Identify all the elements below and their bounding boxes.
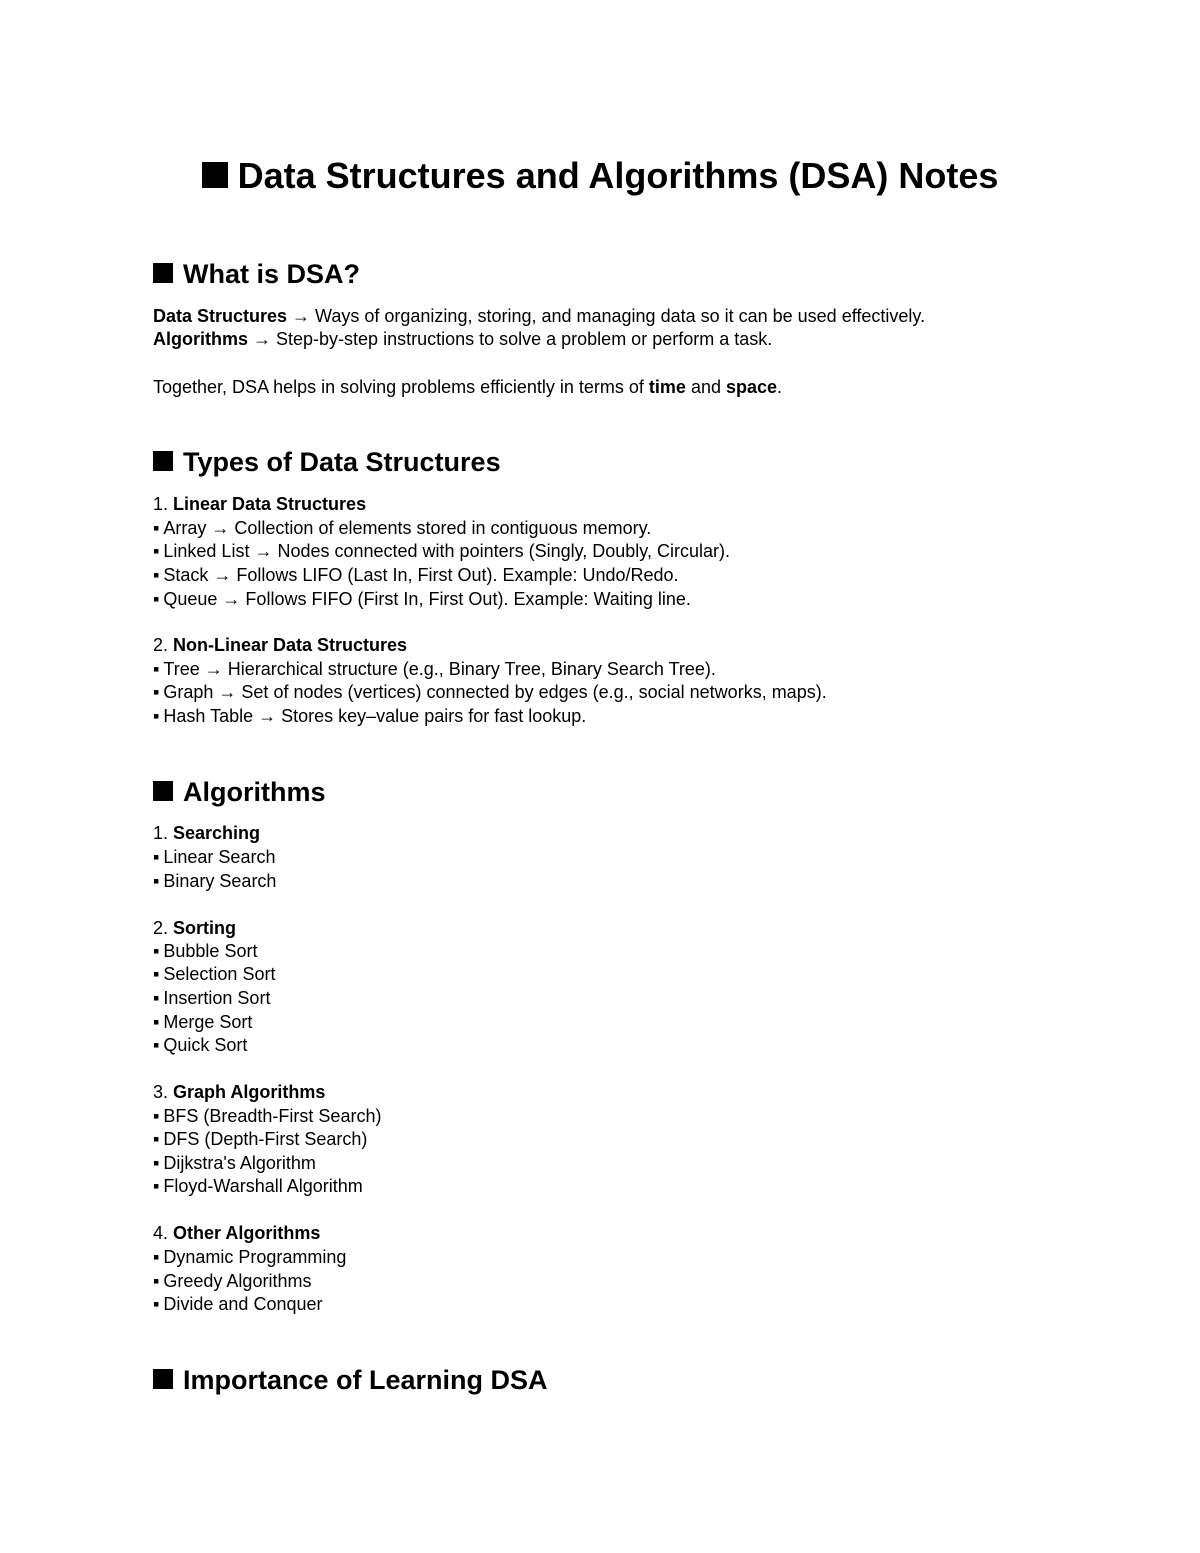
list-number: 4.	[153, 1223, 174, 1243]
list-item-text: Selection Sort	[163, 964, 276, 984]
list-item-text: BFS (Breadth-First Search)	[163, 1106, 382, 1126]
list-item	[153, 704, 586, 728]
subheading-linear	[153, 492, 366, 516]
list-item	[153, 1010, 252, 1034]
list-item-text: Merge Sort	[163, 1012, 253, 1032]
list-item	[153, 680, 827, 704]
bullet-icon: ▪	[153, 941, 160, 961]
bullet-icon: ▪	[153, 518, 160, 538]
section-heading-text: Algorithms	[183, 777, 326, 807]
list-number: 1.	[153, 494, 174, 514]
bullet-icon: ▪	[153, 1247, 160, 1267]
list-item	[153, 986, 270, 1010]
section-heading-algorithms	[153, 774, 326, 810]
page-title-text: Data Structures and Algorithms (DSA) Notes	[237, 155, 999, 196]
list-item	[153, 1174, 363, 1198]
list-item-text: Binary Search	[163, 871, 277, 891]
list-item-text: Bubble Sort	[163, 941, 258, 961]
summary-text: Together, DSA helps in solving problems efficiently in terms of	[153, 377, 649, 397]
list-item	[153, 563, 679, 587]
list-item	[153, 869, 276, 893]
list-item	[153, 1151, 316, 1175]
list-item	[153, 539, 730, 563]
term-time: time	[648, 377, 686, 397]
list-item-text: Linked List → Nodes connected with pointers (Singly, Doubly, Circular).	[163, 541, 730, 561]
list-item-text: DFS (Depth-First Search)	[163, 1129, 368, 1149]
subheading-label: Graph Algorithms	[173, 1082, 326, 1102]
section-heading-text: Types of Data Structures	[183, 447, 501, 477]
list-item	[153, 1127, 367, 1151]
list-item-text: Tree → Hierarchical structure (e.g., Binary Tree, Binary Search Tree).	[163, 659, 716, 679]
section-heading-what-is-dsa	[153, 256, 360, 292]
subheading-label: Linear Data Structures	[173, 494, 367, 514]
list-item	[153, 1292, 323, 1316]
list-number: 1.	[153, 823, 174, 843]
square-bullet-icon	[202, 162, 228, 188]
section-heading-importance	[153, 1362, 548, 1398]
list-item-text: Hash Table → Stores key–value pairs for fast lookup.	[163, 706, 587, 726]
subheading-label: Searching	[173, 823, 261, 843]
list-item	[153, 939, 257, 963]
bullet-icon: ▪	[153, 589, 160, 609]
list-item-text: Queue → Follows FIFO (First In, First Out). Example: Waiting line.	[163, 589, 691, 609]
subheading-label: Other Algorithms	[173, 1223, 321, 1243]
list-item-text: Graph → Set of nodes (vertices) connected by edges (e.g., social networks, maps).	[163, 682, 827, 702]
bullet-icon: ▪	[153, 1176, 160, 1196]
definition-algorithms	[153, 327, 772, 351]
list-item	[153, 587, 691, 611]
list-item	[153, 516, 651, 540]
list-item-text: Linear Search	[163, 847, 276, 867]
page-title	[0, 152, 1200, 200]
subheading-other-algorithms	[153, 1221, 320, 1245]
subheading-searching	[153, 821, 260, 845]
subheading-sorting	[153, 916, 236, 940]
bullet-icon: ▪	[153, 964, 160, 984]
bullet-icon: ▪	[153, 988, 160, 1008]
section-heading-types	[153, 444, 501, 480]
list-item-text: Dynamic Programming	[163, 1247, 347, 1267]
bullet-icon: ▪	[153, 1294, 160, 1314]
list-item-text: Insertion Sort	[163, 988, 271, 1008]
list-number: 2.	[153, 635, 174, 655]
list-number: 3.	[153, 1082, 174, 1102]
subheading-label: Non-Linear Data Structures	[173, 635, 408, 655]
list-item	[153, 1269, 311, 1293]
list-item	[153, 1033, 247, 1057]
bullet-icon: ▪	[153, 847, 160, 867]
list-item-text: Greedy Algorithms	[163, 1271, 312, 1291]
term-space: space	[725, 377, 778, 397]
summary-paragraph	[153, 375, 782, 399]
list-item-text: Dijkstra's Algorithm	[163, 1153, 316, 1173]
square-bullet-icon	[153, 263, 173, 283]
bullet-icon: ▪	[153, 1271, 160, 1291]
subheading-label: Sorting	[173, 918, 237, 938]
bullet-icon: ▪	[153, 682, 160, 702]
list-number: 2.	[153, 918, 174, 938]
bullet-icon: ▪	[153, 1129, 160, 1149]
summary-text-and: and	[685, 377, 726, 397]
list-item	[153, 845, 275, 869]
definition-text: → Step-by-step instructions to solve a problem or perform a task.	[248, 329, 773, 349]
summary-period: .	[777, 377, 783, 397]
definition-data-structures	[153, 304, 925, 328]
definition-text: → Ways of organizing, storing, and managing data so it can be used effectively.	[287, 306, 926, 326]
bullet-icon: ▪	[153, 706, 160, 726]
list-item-text: Quick Sort	[163, 1035, 248, 1055]
term-algorithms: Algorithms	[153, 329, 249, 349]
list-item-text: Floyd-Warshall Algorithm	[163, 1176, 363, 1196]
section-heading-text: Importance of Learning DSA	[183, 1365, 548, 1395]
section-heading-text: What is DSA?	[183, 259, 361, 289]
bullet-icon: ▪	[153, 871, 160, 891]
list-item-text: Stack → Follows LIFO (Last In, First Out). Example: Undo/Redo.	[163, 565, 679, 585]
bullet-icon: ▪	[153, 1153, 160, 1173]
square-bullet-icon	[153, 1369, 173, 1389]
list-item	[153, 1104, 381, 1128]
bullet-icon: ▪	[153, 565, 160, 585]
square-bullet-icon	[153, 781, 173, 801]
subheading-nonlinear	[153, 633, 407, 657]
bullet-icon: ▪	[153, 1035, 160, 1055]
bullet-icon: ▪	[153, 659, 160, 679]
term-data-structures: Data Structures	[153, 306, 288, 326]
list-item-text: Array → Collection of elements stored in contiguous memory.	[163, 518, 652, 538]
bullet-icon: ▪	[153, 1012, 160, 1032]
bullet-icon: ▪	[153, 1106, 160, 1126]
list-item-text: Divide and Conquer	[163, 1294, 323, 1314]
list-item	[153, 657, 716, 681]
list-item	[153, 962, 275, 986]
subheading-graph-algorithms	[153, 1080, 325, 1104]
bullet-icon: ▪	[153, 541, 160, 561]
square-bullet-icon	[153, 451, 173, 471]
list-item	[153, 1245, 346, 1269]
